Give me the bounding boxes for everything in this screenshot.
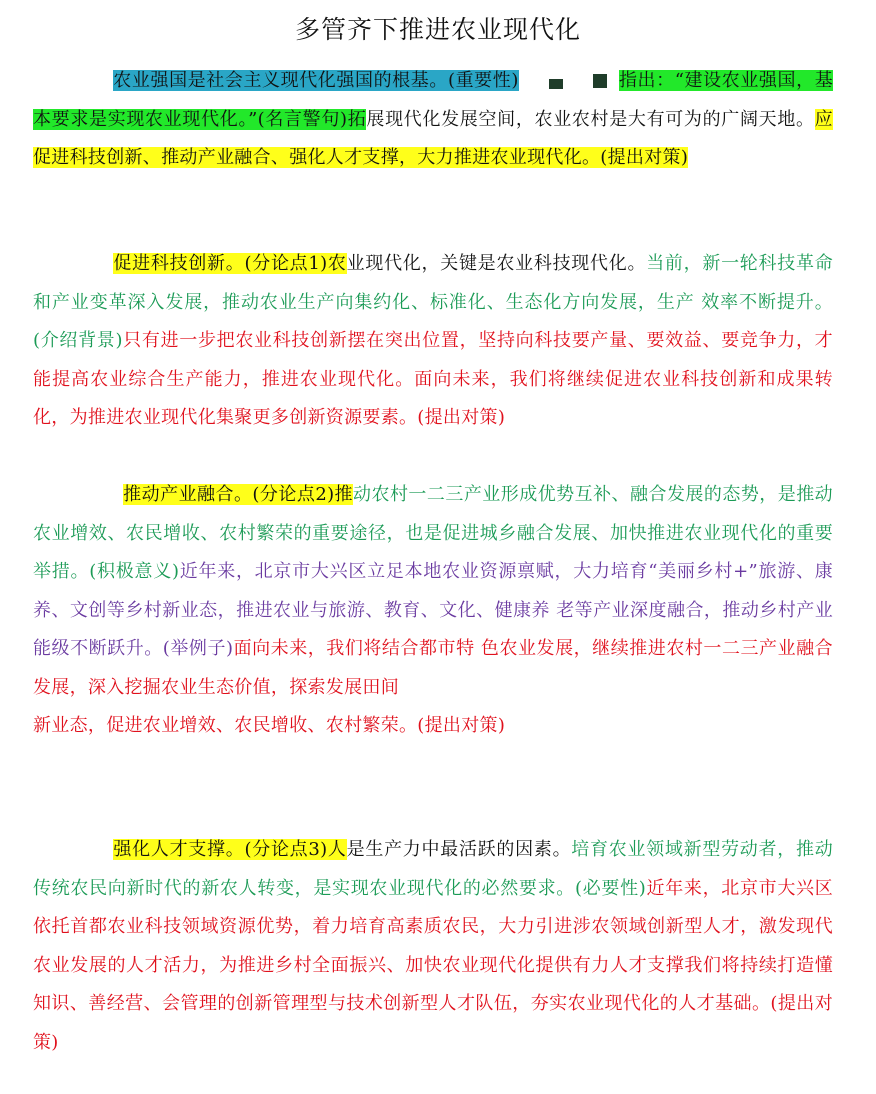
intro-countermeasure: 应促进科技创新、推动产业融合、强化人才支撑，大力推进农业现代化。(提出对策)	[33, 108, 833, 168]
paragraph-intro	[33, 62, 833, 178]
redacted-image	[519, 62, 619, 101]
redaction-mark	[549, 79, 563, 89]
point-2-heading: 推动产业融合。(分论点2)推	[123, 484, 354, 505]
paragraph-point-3	[33, 831, 833, 1062]
point-1-background: 当前，新一轮科技革命和产业变革深入发展，推动农业生产向集约化、标准化、生态化方向发展，生产 效率不断提升。(介绍背景)	[33, 253, 833, 351]
paragraph-point-1	[33, 245, 833, 438]
intro-body: 展现代化发展空间，农业农村是大有可为的广阔天地。	[366, 108, 815, 130]
intro-quote: 业强国，基本要求是实现农业现代化。”(名言警句)	[33, 70, 833, 130]
point-3-countermeasure: 近年来，北京市大兴区依托首都农业科技领域资源优势，着力培育高素质农民，大力引进涉农领域创新型人才，激发现代农业发展的人才活力，为推进乡村全面振兴、加快农业现代化提供有力人才支撑我们将持续打造懂知识、善经营、会管理的创新管理型与技术创新型人才队伍，夯实农业现代化的人才基础。(提出对策)	[33, 877, 834, 1053]
document-title: 多管齐下推进农业现代化	[294, 15, 581, 44]
point-1-claim: 业现代化，关键是农业科技现代化。	[346, 253, 647, 274]
point-1-heading: 促进科技创新。(分论点1)农	[113, 253, 347, 274]
point-2-significance: 动农村一二三产业形成优势互补、融合发展的态势，是推动农业增效、农民增收、农村繁荣的重要途径，也是促进城乡融合发展、加快推进农业现代化的重要举措。(积极意义)	[33, 484, 833, 582]
point-1-countermeasure: 只有进一步把农业科技创新摆在突出位置，坚持向科技要产量、要效益、要竞争力，才能提高农业综合生产能力，推进农业现代化。面向未来，我们将继续促进农业科技创新和成果转化，为推进农业现代化集聚更多创新资源要素。(提出对策)	[33, 330, 833, 428]
intro-quote-tail: 拓	[347, 108, 367, 130]
point-3-necessity: 培育农业领域新型劳动者，推动传统农民向新时代的新农人转变，是实现农业现代化的必然要求。(必要性)	[33, 839, 833, 899]
paragraph-point-2	[33, 476, 833, 746]
point-2-countermeasure-end: 新业态，促进农业增效、农民增收、农村繁荣。(提出对策)	[33, 715, 506, 736]
redaction-mark	[593, 74, 607, 88]
point-3-claim: 是生产力中最活跃的因素。	[346, 839, 572, 860]
intro-importance: 农业强国是社会主义现代化强国的根基。(重要性)	[113, 70, 519, 91]
point-2-countermeasure: 面向未来，我们将结合都市特 色农业发展，继续推进农村一二三产业融合发展，深入挖掘农业生态价值，探索发展田间	[33, 638, 833, 698]
intro-quote-lead: 指出：“建设农	[618, 70, 741, 91]
point-3-heading: 强化人才支撑。(分论点3)人	[113, 839, 347, 860]
point-2-example: 近年来，北京市大兴区立足本地农业资源禀赋，大力培育“美丽乡村+”旅游、康养、文创等乡村新业态，推进农业与旅游、教育、文化、健康养 老等产业深度融合，推动乡村产业能级不断跃升。(举例子)	[33, 561, 833, 659]
